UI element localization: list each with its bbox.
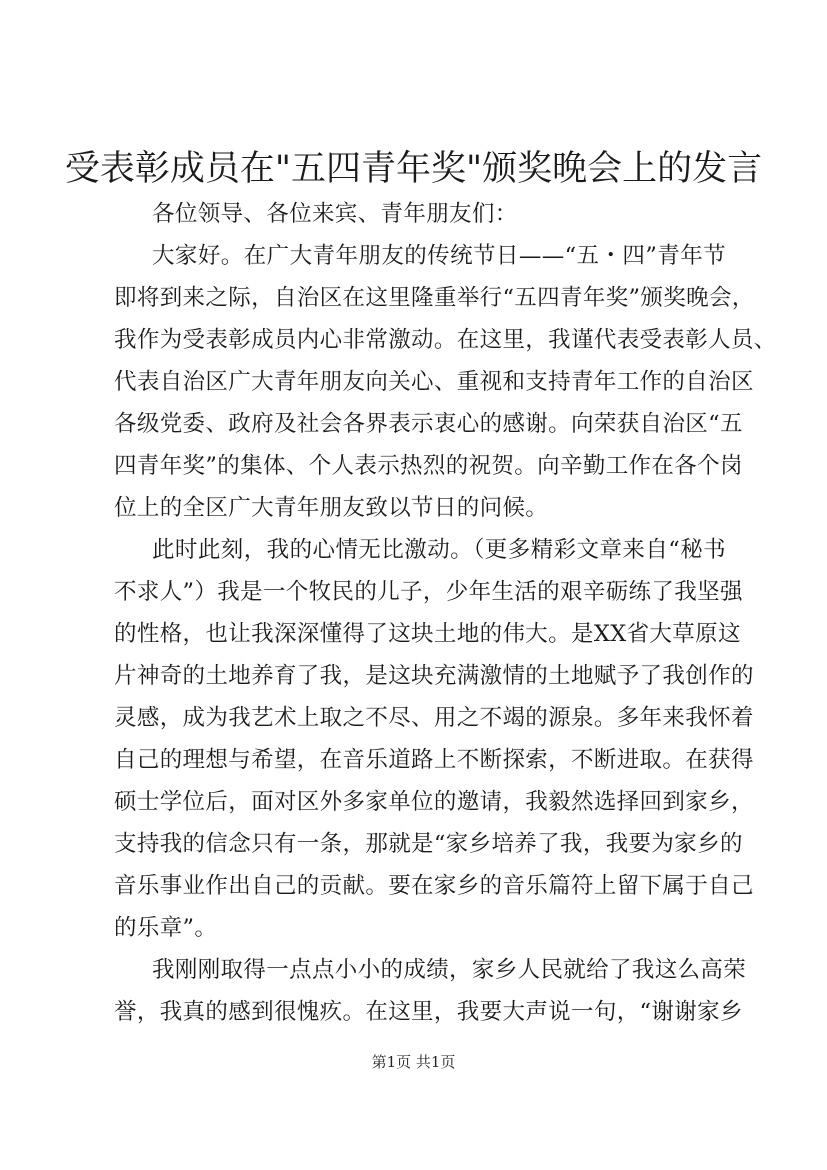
document-title: 受表彰成员在"五四青年奖"颁奖晚会上的发言 [64, 149, 763, 189]
body-line: 我作为受表彰成员内心非常激动。在这里，我谨代表受表彰人员、 [114, 327, 777, 353]
body-line: 位上的全区广大青年朋友致以节日的问候。 [114, 495, 549, 521]
body-line: 不求人”）我是一个牧民的儿子，少年生活的艰辛砺练了我坚强 [114, 579, 743, 605]
body-line: 此时此刻，我的心情无比激动。（更多精彩文章来自“秘书 [152, 537, 726, 563]
body-line: 即将到来之际，自治区在这里隆重举行“五四青年奖”颁奖晚会， [114, 285, 755, 311]
body-line: 四青年奖”的集体、个人表示热烈的祝贺。向辛勤工作在各个岗 [114, 453, 743, 479]
body-line: 片神奇的土地养育了我，是这块充满激情的土地赋予了我创作的 [114, 663, 754, 689]
body-line: 支持我的信念只有一条，那就是“家乡培养了我，我要为家乡的 [114, 831, 743, 857]
body-line: 自己的理想与希望，在音乐道路上不断探索，不断进取。在获得 [114, 747, 754, 773]
salutation-line: 各位领导、各位来宾、青年朋友们： [152, 201, 518, 227]
body-line: 誉，我真的感到很愧疚。在这里，我要大声说一句，“谢谢家乡 [114, 999, 743, 1025]
page-footer: 第1页 共1页 [371, 1053, 456, 1071]
body-line: 的乐章”。 [114, 915, 218, 941]
body-line: 灵感，成为我艺术上取之不尽、用之不竭的源泉。多年来我怀着 [114, 705, 754, 731]
body-line: 的性格，也让我深深懂得了这块土地的伟大。是XX省大草原这 [114, 621, 741, 647]
body-line: 代表自治区广大青年朋友向关心、重视和支持青年工作的自治区 [114, 369, 754, 395]
body-line: 硕士学位后，面对区外多家单位的邀请，我毅然选择回到家乡， [114, 789, 754, 815]
body-line: 大家好。在广大青年朋友的传统节日——“五・四”青年节 [152, 243, 726, 269]
body-line: 音乐事业作出自己的贡献。要在家乡的音乐篇符上留下属于自己 [114, 873, 754, 899]
body-line: 各级党委、政府及社会各界表示衷心的感谢。向荣获自治区“五 [114, 411, 743, 437]
body-line: 我刚刚取得一点点小小的成绩，家乡人民就给了我这么高荣 [152, 957, 747, 983]
